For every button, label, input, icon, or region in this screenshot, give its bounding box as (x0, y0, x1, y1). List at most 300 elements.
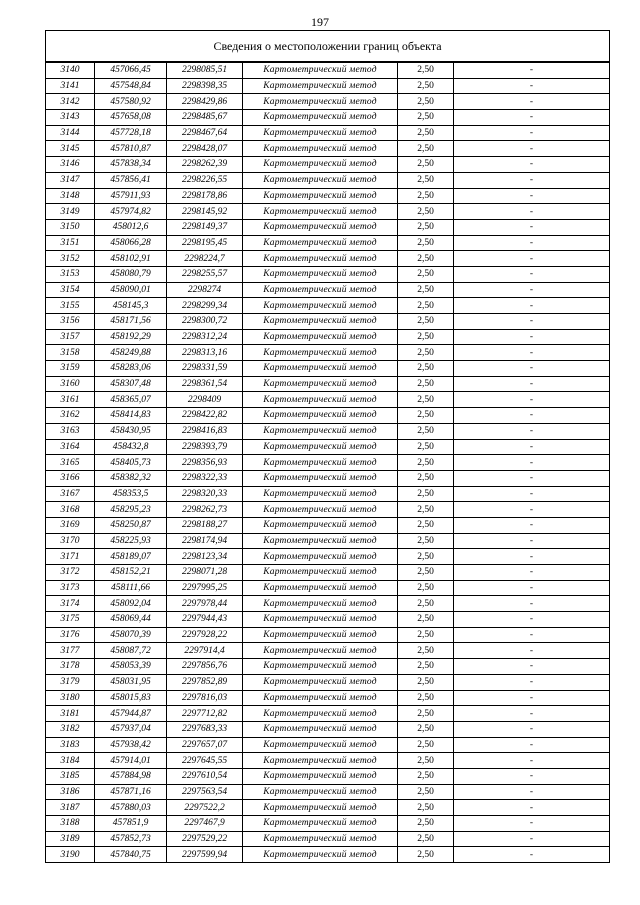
page-number: 197 (311, 15, 329, 29)
table-header-row (46, 31, 610, 63)
precision-cell: 2,50 (398, 141, 454, 157)
precision-cell: 2,50 (398, 251, 454, 267)
point-number-cell: 3150 (46, 219, 95, 235)
point-number-cell: 3160 (46, 376, 95, 392)
precision-cell: 2,50 (398, 329, 454, 345)
point-number-cell: 3164 (46, 439, 95, 455)
table-row (46, 235, 610, 251)
point-number-cell: 3144 (46, 125, 95, 141)
method-cell: Картометрический метод (243, 690, 398, 706)
x-coordinate-cell: 457944,87 (95, 706, 167, 722)
method-cell: Картометрический метод (243, 470, 398, 486)
x-coordinate-cell: 457914,01 (95, 753, 167, 769)
x-coordinate-cell: 458145,3 (95, 298, 167, 314)
precision-cell: 2,50 (398, 737, 454, 753)
method-cell: Картометрический метод (243, 94, 398, 110)
note-cell: - (454, 219, 610, 235)
x-coordinate-cell: 457851,9 (95, 816, 167, 832)
y-coordinate-cell: 2297522,2 (167, 800, 243, 816)
note-cell: - (454, 800, 610, 816)
method-cell: Картометрический метод (243, 110, 398, 126)
note-cell: - (454, 517, 610, 533)
precision-cell: 2,50 (398, 612, 454, 628)
x-coordinate-cell: 458053,39 (95, 659, 167, 675)
x-coordinate-cell: 457911,93 (95, 188, 167, 204)
method-cell: Картометрический метод (243, 659, 398, 675)
precision-cell: 2,50 (398, 643, 454, 659)
precision-cell: 2,50 (398, 847, 454, 863)
table-row (46, 188, 610, 204)
y-coordinate-cell: 2298428,07 (167, 141, 243, 157)
method-cell: Картометрический метод (243, 486, 398, 502)
point-number-cell: 3151 (46, 235, 95, 251)
precision-cell: 2,50 (398, 235, 454, 251)
y-coordinate-cell: 2298356,93 (167, 455, 243, 471)
x-coordinate-cell: 458295,23 (95, 502, 167, 518)
point-number-cell: 3167 (46, 486, 95, 502)
note-cell: - (454, 721, 610, 737)
method-cell: Картометрический метод (243, 737, 398, 753)
table-row (46, 784, 610, 800)
precision-cell: 2,50 (398, 721, 454, 737)
precision-cell: 2,50 (398, 455, 454, 471)
precision-cell: 2,50 (398, 800, 454, 816)
y-coordinate-cell: 2298226,55 (167, 172, 243, 188)
note-cell: - (454, 110, 610, 126)
table-row (46, 78, 610, 94)
table-row (46, 345, 610, 361)
method-cell: Картометрический метод (243, 376, 398, 392)
table-row (46, 612, 610, 628)
x-coordinate-cell: 458189,07 (95, 549, 167, 565)
point-number-cell: 3180 (46, 690, 95, 706)
table-row (46, 314, 610, 330)
precision-cell: 2,50 (398, 345, 454, 361)
x-coordinate-cell: 458090,01 (95, 282, 167, 298)
y-coordinate-cell: 2298123,34 (167, 549, 243, 565)
y-coordinate-cell: 2298299,34 (167, 298, 243, 314)
precision-cell: 2,50 (398, 627, 454, 643)
method-cell: Картометрический метод (243, 62, 398, 78)
y-coordinate-cell: 2297928,22 (167, 627, 243, 643)
method-cell: Картометрический метод (243, 565, 398, 581)
y-coordinate-cell: 2298393,79 (167, 439, 243, 455)
y-coordinate-cell: 2297852,89 (167, 674, 243, 690)
x-coordinate-cell: 458192,29 (95, 329, 167, 345)
point-number-cell: 3149 (46, 204, 95, 220)
table-row (46, 329, 610, 345)
method-cell: Картометрический метод (243, 125, 398, 141)
x-coordinate-cell: 458069,44 (95, 612, 167, 628)
method-cell: Картометрический метод (243, 172, 398, 188)
y-coordinate-cell: 2298320,33 (167, 486, 243, 502)
note-cell: - (454, 204, 610, 220)
x-coordinate-cell: 457884,98 (95, 768, 167, 784)
precision-cell: 2,50 (398, 172, 454, 188)
x-coordinate-cell: 458031,95 (95, 674, 167, 690)
point-number-cell: 3142 (46, 94, 95, 110)
precision-cell: 2,50 (398, 768, 454, 784)
x-coordinate-cell: 458066,28 (95, 235, 167, 251)
note-cell: - (454, 737, 610, 753)
x-coordinate-cell: 457728,18 (95, 125, 167, 141)
point-number-cell: 3182 (46, 721, 95, 737)
x-coordinate-cell: 458070,39 (95, 627, 167, 643)
note-cell: - (454, 298, 610, 314)
x-coordinate-cell: 457066,45 (95, 62, 167, 78)
y-coordinate-cell: 2298398,35 (167, 78, 243, 94)
method-cell: Картометрический метод (243, 157, 398, 173)
method-cell: Картометрический метод (243, 706, 398, 722)
precision-cell: 2,50 (398, 753, 454, 769)
y-coordinate-cell: 2298422,82 (167, 408, 243, 424)
y-coordinate-cell: 2298485,67 (167, 110, 243, 126)
point-number-cell: 3165 (46, 455, 95, 471)
note-cell: - (454, 78, 610, 94)
precision-cell: 2,50 (398, 517, 454, 533)
note-cell: - (454, 62, 610, 78)
x-coordinate-cell: 458080,79 (95, 266, 167, 282)
note-cell: - (454, 674, 610, 690)
table-row (46, 831, 610, 847)
point-number-cell: 3188 (46, 816, 95, 832)
x-coordinate-cell: 458111,66 (95, 580, 167, 596)
precision-cell: 2,50 (398, 361, 454, 377)
point-number-cell: 3177 (46, 643, 95, 659)
table-row (46, 627, 610, 643)
method-cell: Картометрический метод (243, 141, 398, 157)
point-number-cell: 3156 (46, 314, 95, 330)
x-coordinate-cell: 457658,08 (95, 110, 167, 126)
x-coordinate-cell: 458365,07 (95, 392, 167, 408)
precision-cell: 2,50 (398, 266, 454, 282)
x-coordinate-cell: 458382,32 (95, 470, 167, 486)
precision-cell: 2,50 (398, 78, 454, 94)
precision-cell: 2,50 (398, 533, 454, 549)
method-cell: Картометрический метод (243, 423, 398, 439)
precision-cell: 2,50 (398, 94, 454, 110)
precision-cell: 2,50 (398, 204, 454, 220)
precision-cell: 2,50 (398, 125, 454, 141)
method-cell: Картометрический метод (243, 314, 398, 330)
point-number-cell: 3148 (46, 188, 95, 204)
note-cell: - (454, 361, 610, 377)
note-cell: - (454, 627, 610, 643)
x-coordinate-cell: 458015,83 (95, 690, 167, 706)
method-cell: Картометрический метод (243, 251, 398, 267)
note-cell: - (454, 141, 610, 157)
method-cell: Картометрический метод (243, 816, 398, 832)
method-cell: Картометрический метод (243, 517, 398, 533)
note-cell: - (454, 502, 610, 518)
precision-cell: 2,50 (398, 706, 454, 722)
point-number-cell: 3171 (46, 549, 95, 565)
note-cell: - (454, 643, 610, 659)
method-cell: Картометрический метод (243, 408, 398, 424)
note-cell: - (454, 329, 610, 345)
precision-cell: 2,50 (398, 423, 454, 439)
point-number-cell: 3145 (46, 141, 95, 157)
point-number-cell: 3168 (46, 502, 95, 518)
x-coordinate-cell: 457580,92 (95, 94, 167, 110)
method-cell: Картометрический метод (243, 831, 398, 847)
precision-cell: 2,50 (398, 784, 454, 800)
note-cell: - (454, 612, 610, 628)
y-coordinate-cell: 2297645,55 (167, 753, 243, 769)
method-cell: Картометрический метод (243, 800, 398, 816)
method-cell: Картометрический метод (243, 549, 398, 565)
y-coordinate-cell: 2298195,45 (167, 235, 243, 251)
point-number-cell: 3174 (46, 596, 95, 612)
point-number-cell: 3147 (46, 172, 95, 188)
table-row (46, 172, 610, 188)
point-number-cell: 3140 (46, 62, 95, 78)
method-cell: Картометрический метод (243, 439, 398, 455)
table-row (46, 533, 610, 549)
note-cell: - (454, 188, 610, 204)
precision-cell: 2,50 (398, 392, 454, 408)
table-row (46, 439, 610, 455)
method-cell: Картометрический метод (243, 361, 398, 377)
y-coordinate-cell: 2298331,59 (167, 361, 243, 377)
table-row (46, 816, 610, 832)
method-cell: Картометрический метод (243, 753, 398, 769)
precision-cell: 2,50 (398, 674, 454, 690)
note-cell: - (454, 392, 610, 408)
method-cell: Картометрический метод (243, 266, 398, 282)
precision-cell: 2,50 (398, 816, 454, 832)
note-cell: - (454, 706, 610, 722)
table-row (46, 768, 610, 784)
precision-cell: 2,50 (398, 439, 454, 455)
point-number-cell: 3186 (46, 784, 95, 800)
table-row (46, 847, 610, 863)
table-row (46, 596, 610, 612)
y-coordinate-cell: 2297529,22 (167, 831, 243, 847)
note-cell: - (454, 580, 610, 596)
note-cell: - (454, 439, 610, 455)
note-cell: - (454, 533, 610, 549)
note-cell: - (454, 784, 610, 800)
method-cell: Картометрический метод (243, 329, 398, 345)
x-coordinate-cell: 458102,91 (95, 251, 167, 267)
point-number-cell: 3152 (46, 251, 95, 267)
x-coordinate-cell: 457840,75 (95, 847, 167, 863)
point-number-cell: 3161 (46, 392, 95, 408)
table-row (46, 737, 610, 753)
note-cell: - (454, 251, 610, 267)
table-row (46, 282, 610, 298)
note-cell: - (454, 549, 610, 565)
y-coordinate-cell: 2298085,51 (167, 62, 243, 78)
x-coordinate-cell: 458432,8 (95, 439, 167, 455)
y-coordinate-cell: 2297856,76 (167, 659, 243, 675)
method-cell: Картометрический метод (243, 455, 398, 471)
table-row (46, 643, 610, 659)
y-coordinate-cell: 2298145,92 (167, 204, 243, 220)
y-coordinate-cell: 2297712,82 (167, 706, 243, 722)
note-cell: - (454, 816, 610, 832)
table-row (46, 298, 610, 314)
y-coordinate-cell: 2297978,44 (167, 596, 243, 612)
point-number-cell: 3185 (46, 768, 95, 784)
method-cell: Картометрический метод (243, 721, 398, 737)
point-number-cell: 3169 (46, 517, 95, 533)
precision-cell: 2,50 (398, 157, 454, 173)
table-row (46, 408, 610, 424)
table-row (46, 266, 610, 282)
note-cell: - (454, 314, 610, 330)
x-coordinate-cell: 458092,04 (95, 596, 167, 612)
y-coordinate-cell: 2297467,9 (167, 816, 243, 832)
precision-cell: 2,50 (398, 470, 454, 486)
note-cell: - (454, 768, 610, 784)
table-row (46, 565, 610, 581)
x-coordinate-cell: 457880,03 (95, 800, 167, 816)
method-cell: Картометрический метод (243, 188, 398, 204)
point-number-cell: 3175 (46, 612, 95, 628)
x-coordinate-cell: 458307,48 (95, 376, 167, 392)
y-coordinate-cell: 2297683,33 (167, 721, 243, 737)
table-row (46, 721, 610, 737)
note-cell: - (454, 831, 610, 847)
x-coordinate-cell: 458250,87 (95, 517, 167, 533)
table-row (46, 455, 610, 471)
note-cell: - (454, 376, 610, 392)
table-row (46, 125, 610, 141)
precision-cell: 2,50 (398, 282, 454, 298)
y-coordinate-cell: 2298322,33 (167, 470, 243, 486)
point-number-cell: 3163 (46, 423, 95, 439)
table-row (46, 94, 610, 110)
boundary-coordinates-table (45, 30, 610, 863)
x-coordinate-cell: 458152,21 (95, 565, 167, 581)
table-row (46, 361, 610, 377)
table-title: Сведения о местоположении границ объекта (46, 31, 610, 63)
table-row (46, 753, 610, 769)
note-cell: - (454, 345, 610, 361)
y-coordinate-cell: 2298255,57 (167, 266, 243, 282)
y-coordinate-cell: 2297944,43 (167, 612, 243, 628)
note-cell: - (454, 266, 610, 282)
method-cell: Картометрический метод (243, 768, 398, 784)
precision-cell: 2,50 (398, 486, 454, 502)
precision-cell: 2,50 (398, 659, 454, 675)
x-coordinate-cell: 458012,6 (95, 219, 167, 235)
y-coordinate-cell: 2298313,16 (167, 345, 243, 361)
y-coordinate-cell: 2298300,72 (167, 314, 243, 330)
y-coordinate-cell: 2297816,03 (167, 690, 243, 706)
note-cell: - (454, 94, 610, 110)
point-number-cell: 3187 (46, 800, 95, 816)
x-coordinate-cell: 458225,93 (95, 533, 167, 549)
table-row (46, 486, 610, 502)
table-row (46, 423, 610, 439)
precision-cell: 2,50 (398, 502, 454, 518)
point-number-cell: 3176 (46, 627, 95, 643)
precision-cell: 2,50 (398, 580, 454, 596)
point-number-cell: 3181 (46, 706, 95, 722)
point-number-cell: 3143 (46, 110, 95, 126)
x-coordinate-cell: 458353,5 (95, 486, 167, 502)
note-cell: - (454, 659, 610, 675)
precision-cell: 2,50 (398, 298, 454, 314)
method-cell: Картометрический метод (243, 502, 398, 518)
table-row (46, 62, 610, 78)
precision-cell: 2,50 (398, 219, 454, 235)
table-row (46, 470, 610, 486)
x-coordinate-cell: 457852,73 (95, 831, 167, 847)
point-number-cell: 3170 (46, 533, 95, 549)
precision-cell: 2,50 (398, 110, 454, 126)
table-row (46, 376, 610, 392)
method-cell: Картометрический метод (243, 596, 398, 612)
table-row (46, 549, 610, 565)
x-coordinate-cell: 458249,88 (95, 345, 167, 361)
y-coordinate-cell: 2298361,54 (167, 376, 243, 392)
note-cell: - (454, 282, 610, 298)
table-row (46, 141, 610, 157)
y-coordinate-cell: 2297599,94 (167, 847, 243, 863)
note-cell: - (454, 423, 610, 439)
note-cell: - (454, 565, 610, 581)
point-number-cell: 3153 (46, 266, 95, 282)
x-coordinate-cell: 457974,82 (95, 204, 167, 220)
method-cell: Картометрический метод (243, 282, 398, 298)
y-coordinate-cell: 2297657,07 (167, 737, 243, 753)
table-row (46, 674, 610, 690)
table-row (46, 659, 610, 675)
point-number-cell: 3141 (46, 78, 95, 94)
precision-cell: 2,50 (398, 690, 454, 706)
method-cell: Картометрический метод (243, 392, 398, 408)
precision-cell: 2,50 (398, 831, 454, 847)
y-coordinate-cell: 2298178,86 (167, 188, 243, 204)
method-cell: Картометрический метод (243, 78, 398, 94)
table-row (46, 251, 610, 267)
precision-cell: 2,50 (398, 596, 454, 612)
method-cell: Картометрический метод (243, 612, 398, 628)
x-coordinate-cell: 457871,16 (95, 784, 167, 800)
point-number-cell: 3162 (46, 408, 95, 424)
x-coordinate-cell: 458405,73 (95, 455, 167, 471)
x-coordinate-cell: 457810,87 (95, 141, 167, 157)
y-coordinate-cell: 2297610,54 (167, 768, 243, 784)
y-coordinate-cell: 2298312,24 (167, 329, 243, 345)
x-coordinate-cell: 458171,56 (95, 314, 167, 330)
precision-cell: 2,50 (398, 408, 454, 424)
table-row (46, 157, 610, 173)
table-row (46, 706, 610, 722)
note-cell: - (454, 753, 610, 769)
note-cell: - (454, 235, 610, 251)
point-number-cell: 3190 (46, 847, 95, 863)
precision-cell: 2,50 (398, 565, 454, 581)
point-number-cell: 3183 (46, 737, 95, 753)
y-coordinate-cell: 2298224,7 (167, 251, 243, 267)
note-cell: - (454, 470, 610, 486)
method-cell: Картометрический метод (243, 580, 398, 596)
point-number-cell: 3173 (46, 580, 95, 596)
method-cell: Картометрический метод (243, 219, 398, 235)
table-row (46, 580, 610, 596)
method-cell: Картометрический метод (243, 204, 398, 220)
precision-cell: 2,50 (398, 62, 454, 78)
point-number-cell: 3158 (46, 345, 95, 361)
y-coordinate-cell: 2297563,54 (167, 784, 243, 800)
point-number-cell: 3154 (46, 282, 95, 298)
point-number-cell: 3166 (46, 470, 95, 486)
